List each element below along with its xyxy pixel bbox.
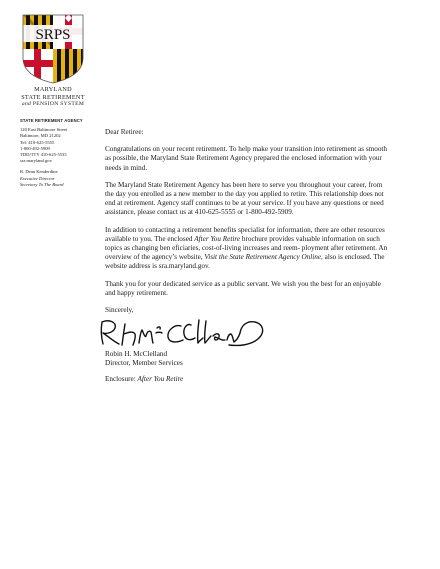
closing: Sincerely, xyxy=(105,306,134,315)
paragraph-3: In addition to contacting a retirement benefits specialist for information, there are other resources available to you. The enclosed After You Retire brochure provides valuable information on such topics as changing ben eficiaries, cost-of-living increases and reem- ployment after retirement. An overview of the agency’s website, Visit the State Retirement Agency Online, also is enclosed. The website address is sra.maryland.gov. xyxy=(105,225,388,271)
org-line-3: and PENSION SYSTEM xyxy=(21,101,85,108)
org-line-1: MARYLAND xyxy=(34,86,72,93)
handwritten-signature xyxy=(91,316,271,350)
enclosure-line: Enclosure: After You Retire xyxy=(105,374,184,383)
paragraph-4: Thank you for your dedicated service as a public servant. We wish you the best for an enjoyable and happy retirement. xyxy=(105,279,381,297)
agency-name: STATE RETIREMENT AGENCY xyxy=(20,118,83,123)
salutation: Dear Retiree: xyxy=(105,128,144,136)
organization-name xyxy=(12,86,94,109)
logo-text: SRPS xyxy=(35,27,71,43)
tdd-line: TDD/TTY 410-625-5535 xyxy=(20,152,67,158)
phone-line: Tel: 410-625-5555 xyxy=(20,139,55,145)
phone-line: 1-800-492-5909 xyxy=(20,145,50,151)
org-line-2: STATE RETIREMENT xyxy=(21,93,85,101)
address-line: 120 East Baltimore Street xyxy=(20,127,68,133)
srps-logo xyxy=(22,14,84,84)
signer-title: Secretary To The Board xyxy=(20,181,64,187)
signer-name: R. Dean Kenderdine xyxy=(20,169,58,175)
website-line: sra.maryland.gov xyxy=(20,158,52,164)
signer-title: Executive Director xyxy=(20,175,55,181)
letter-body xyxy=(105,128,390,384)
paragraph-2: The Maryland State Retirement Agency has been here to serve you throughout your career, from the day you enrolled as a new member to the day you applied to retire. This relationship does not end at retirement. Agency staff continues to be at your service. If you have any questions or need assistance, please contact us at 410-625-5555 or 1-800-492-5909. xyxy=(105,180,384,217)
letterhead-sidebar xyxy=(20,118,102,188)
signer-printed-title: Director, Member Services xyxy=(105,359,183,368)
signer-printed-name: Robin H. McClelland xyxy=(105,350,168,359)
address-line: Baltimore, MD 21202 xyxy=(20,133,61,139)
paragraph-1: Congratulations on your recent retirement. To help make your transition into retirement as smooth as possible, the Maryland State Retirement Agency prepared the enclosed information with your needs in mind. xyxy=(105,145,388,172)
